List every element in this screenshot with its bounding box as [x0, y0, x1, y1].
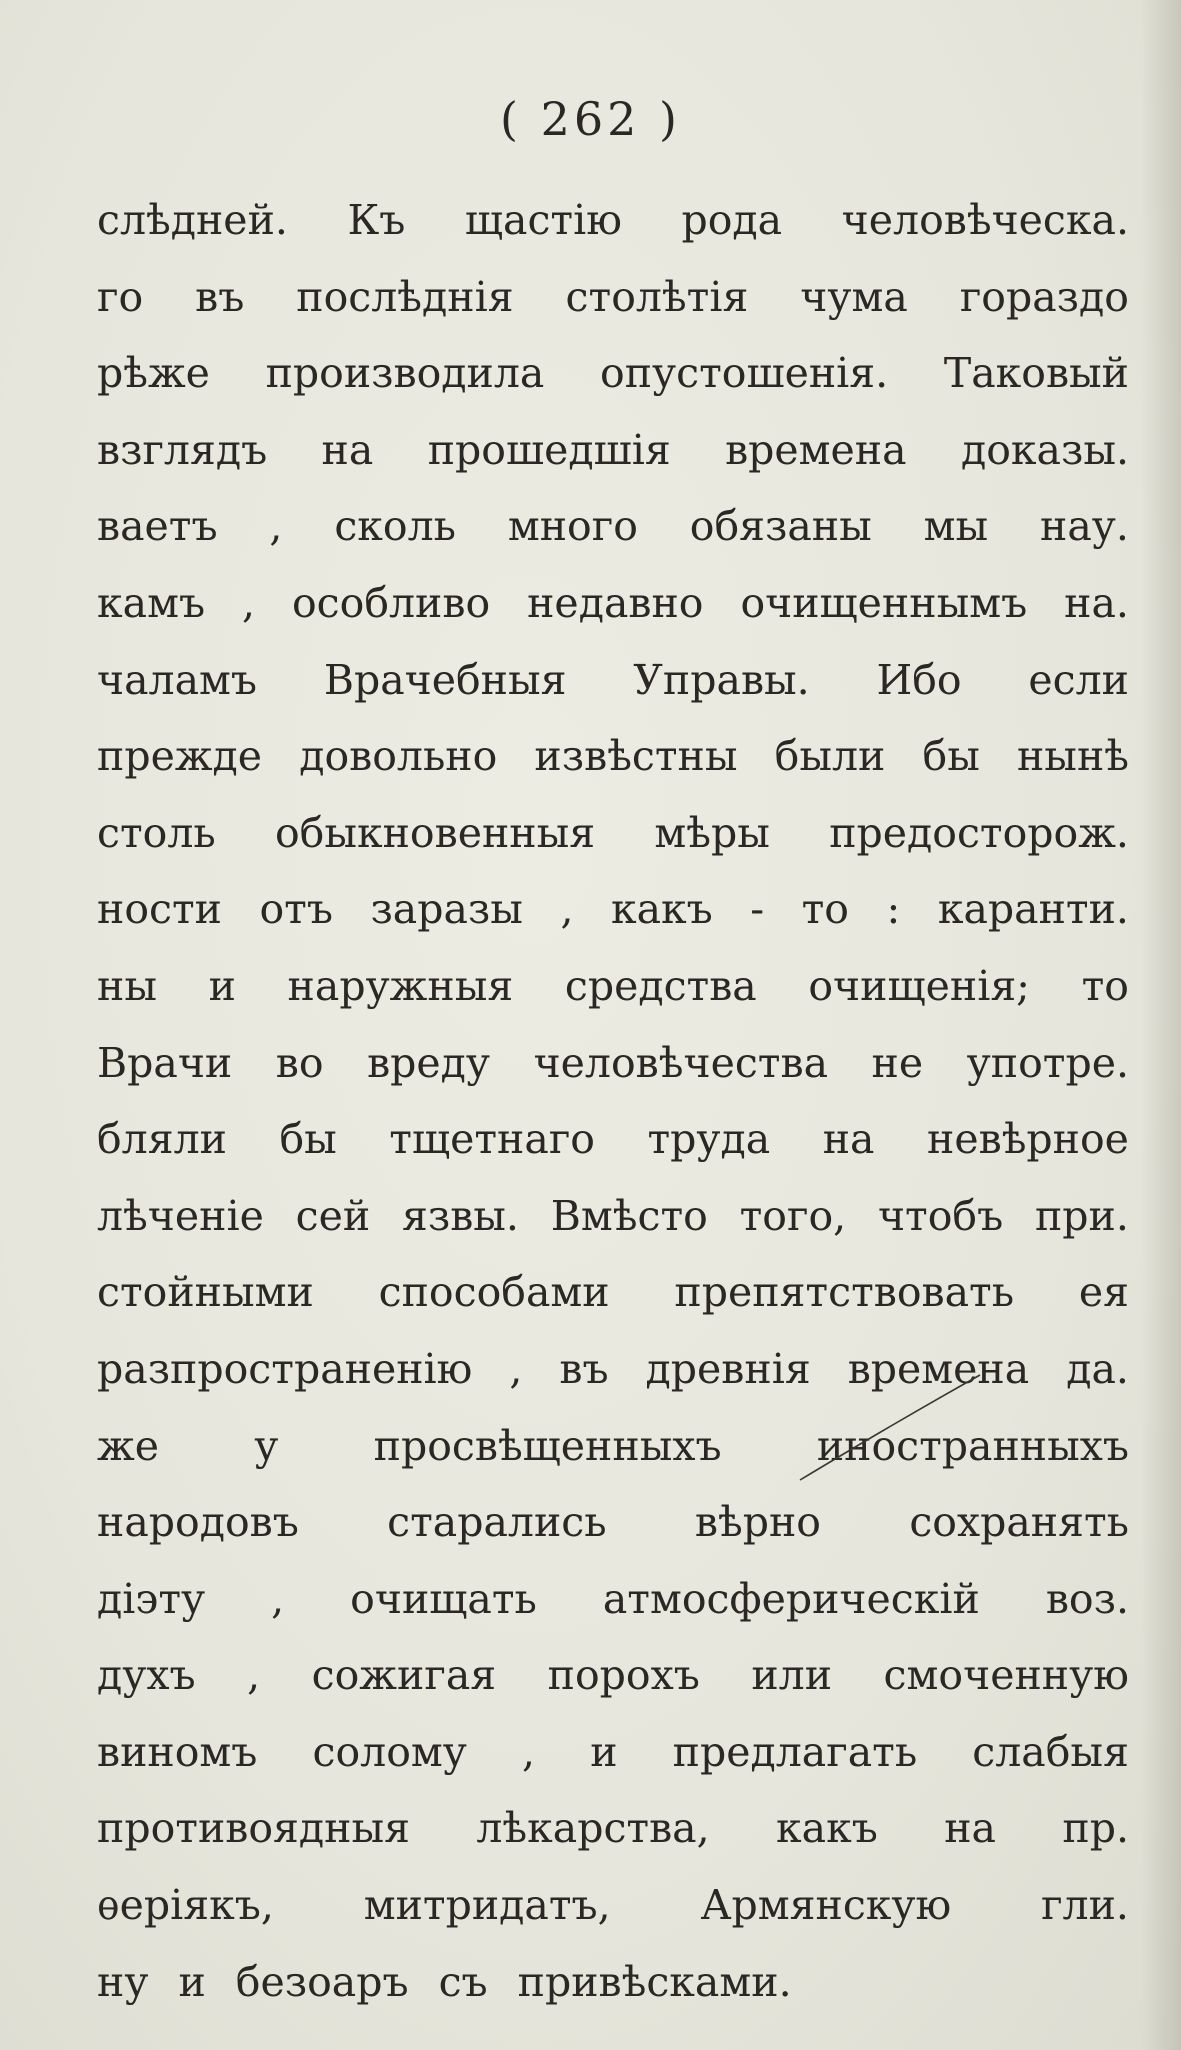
word: способами: [378, 1268, 610, 1317]
word: гораздо: [959, 272, 1129, 321]
word: же: [97, 1421, 159, 1470]
text-line: [97, 488, 1129, 565]
word: язвы.: [401, 1191, 519, 1240]
word: чаламъ: [97, 655, 258, 704]
word: нау.: [1040, 502, 1129, 551]
word: Армянскую: [700, 1881, 952, 1930]
word: порохъ: [547, 1651, 700, 1700]
word: столь: [97, 808, 216, 857]
word: рода: [681, 196, 783, 244]
word: доказы.: [960, 425, 1129, 474]
word: очищеннымъ: [740, 578, 1028, 627]
word: бы: [922, 732, 980, 781]
word: человѣчества: [533, 1038, 829, 1087]
word: виномъ: [97, 1727, 258, 1776]
word: на: [321, 425, 374, 474]
word: предлагать: [672, 1727, 918, 1776]
word: пр.: [1062, 1804, 1129, 1853]
word: лѣченіе: [97, 1191, 264, 1240]
word: бляли: [97, 1115, 227, 1164]
word: ея: [1078, 1268, 1129, 1317]
word: старались: [387, 1498, 607, 1547]
text-line: [97, 1561, 1129, 1638]
word: сожигая: [311, 1651, 497, 1700]
word: и: [590, 1727, 618, 1776]
word: смоченную: [883, 1651, 1129, 1700]
text-line: [97, 948, 1129, 1025]
word: слѣдней.: [97, 196, 288, 244]
word: ваетъ: [97, 502, 218, 551]
word: невѣрное: [927, 1115, 1129, 1164]
word: производила: [265, 349, 545, 398]
word: обыкновенныя: [274, 808, 596, 857]
word: прошедшія: [427, 425, 671, 474]
word: или: [751, 1651, 833, 1700]
word: очищать: [350, 1574, 537, 1623]
word: Управы.: [633, 655, 810, 704]
word: то: [1081, 961, 1129, 1010]
word: го: [97, 272, 144, 321]
word: просвѣщенныхъ: [373, 1421, 722, 1470]
word: прежде: [97, 732, 263, 781]
word: щастію: [464, 196, 622, 244]
word: вреду: [367, 1038, 491, 1087]
word: да.: [1066, 1344, 1129, 1393]
word: то: [801, 885, 849, 934]
word: сколь: [334, 502, 456, 551]
word: камъ: [97, 578, 206, 627]
word: Таковый: [943, 349, 1129, 398]
word: стойными: [97, 1268, 314, 1317]
word: много: [507, 502, 638, 551]
text-line: [97, 795, 1129, 872]
text-line: [97, 335, 1129, 412]
word: ,: [509, 1344, 523, 1393]
word: ѳеріякъ,: [97, 1881, 274, 1930]
text-line: [97, 718, 1129, 795]
word: заразы: [370, 885, 523, 934]
word: древнія: [645, 1344, 811, 1393]
word: времена: [725, 425, 907, 474]
word: привѣсками.: [517, 1957, 792, 2006]
word: и: [178, 1957, 206, 2006]
word: мѣры: [654, 808, 770, 857]
word: ,: [269, 502, 283, 551]
word: противоядныя: [97, 1804, 410, 1853]
text-line: [97, 1484, 1129, 1561]
text-line: [97, 1944, 1129, 2021]
text-line: [97, 1408, 1129, 1485]
word: солому: [312, 1727, 467, 1776]
word: и: [208, 961, 236, 1010]
word: народовъ: [97, 1498, 299, 1547]
word: препятствовать: [674, 1268, 1015, 1317]
word: Вмѣсто: [550, 1191, 708, 1240]
word: опустошенія.: [600, 349, 889, 398]
word: вѣрно: [694, 1498, 821, 1547]
word: слабыя: [972, 1727, 1129, 1776]
word: того,: [739, 1191, 847, 1240]
word: отъ: [259, 885, 333, 934]
word: въ: [559, 1344, 609, 1393]
text-line: [97, 1714, 1129, 1791]
word: ,: [247, 1651, 261, 1700]
word: на: [822, 1115, 875, 1164]
word: недавно: [527, 578, 704, 627]
word: чтобъ: [877, 1191, 1004, 1240]
word: каранти.: [937, 885, 1129, 934]
word: человѣческа.: [841, 196, 1129, 244]
word: разпространенію: [97, 1344, 473, 1393]
word: бы: [279, 1115, 337, 1164]
word: ,: [560, 885, 574, 934]
word: у: [254, 1421, 279, 1470]
word: духъ: [97, 1651, 196, 1700]
word: какъ: [776, 1804, 878, 1853]
word: времена: [847, 1344, 1030, 1393]
word: послѣднія: [296, 272, 514, 321]
word: столѣтія: [565, 272, 749, 321]
word: употре.: [966, 1038, 1129, 1087]
word: труда: [647, 1115, 771, 1164]
word: чума: [800, 272, 908, 321]
word: воз.: [1045, 1574, 1129, 1623]
word: безоаръ: [235, 1957, 409, 2006]
word: во: [275, 1038, 324, 1087]
word: діэту: [97, 1574, 206, 1623]
word: въ: [195, 272, 245, 321]
word: очищенія;: [808, 961, 1030, 1010]
word: ну: [97, 1957, 149, 2006]
word: если: [1028, 655, 1129, 704]
word: довольно: [299, 732, 498, 781]
word: Ибо: [876, 655, 962, 704]
word: иностранныхъ: [816, 1421, 1129, 1470]
word: взглядъ: [97, 425, 268, 474]
text-line: [97, 182, 1129, 259]
word: наружныя: [287, 961, 514, 1010]
page-number: ( 262 ): [500, 92, 681, 146]
word: атмосферическій: [602, 1574, 980, 1623]
word: на: [944, 1804, 996, 1853]
word: предосторож.: [829, 808, 1129, 857]
word: не: [871, 1038, 924, 1087]
text-line: [97, 1637, 1129, 1714]
word: при.: [1034, 1191, 1129, 1240]
text-line: [97, 1790, 1129, 1867]
body-text: [97, 182, 1129, 2020]
word: :: [886, 885, 901, 934]
word: сей: [295, 1191, 371, 1240]
word: средства: [564, 961, 757, 1010]
text-line: [97, 871, 1129, 948]
text-line: [97, 1178, 1129, 1255]
word: тщетнаго: [389, 1115, 595, 1164]
word: обязаны: [689, 502, 872, 551]
text-line: [97, 1867, 1129, 1944]
word: Врачи: [97, 1038, 233, 1087]
word: рѣже: [97, 349, 210, 398]
text-line: [97, 565, 1129, 642]
word: были: [774, 732, 886, 781]
word: Къ: [347, 196, 406, 244]
word: ,: [271, 1574, 285, 1623]
text-line: [97, 1254, 1129, 1331]
word: -: [750, 885, 765, 934]
word: гли.: [1041, 1881, 1129, 1930]
word: извѣстны: [534, 732, 738, 781]
word: ности: [97, 885, 222, 934]
text-line: [97, 1101, 1129, 1178]
word: ны: [97, 961, 157, 1010]
word: ,: [522, 1727, 536, 1776]
word: ,: [242, 578, 256, 627]
text-line: [97, 642, 1129, 719]
text-line: [97, 1331, 1129, 1408]
page-edge-shadow: [1141, 0, 1181, 2050]
word: лѣкарства,: [476, 1804, 710, 1853]
word: митридатъ,: [363, 1881, 611, 1930]
word: особливо: [292, 578, 491, 627]
word: нынѣ: [1016, 732, 1129, 781]
text-line: [97, 412, 1129, 489]
text-line: [97, 1025, 1129, 1102]
word: съ: [438, 1957, 488, 2006]
word: Врачебныя: [323, 655, 567, 704]
word: мы: [923, 502, 989, 551]
word: сохранять: [909, 1498, 1129, 1547]
word: на.: [1064, 578, 1129, 627]
text-line: [97, 259, 1129, 336]
word: какъ: [610, 885, 713, 934]
